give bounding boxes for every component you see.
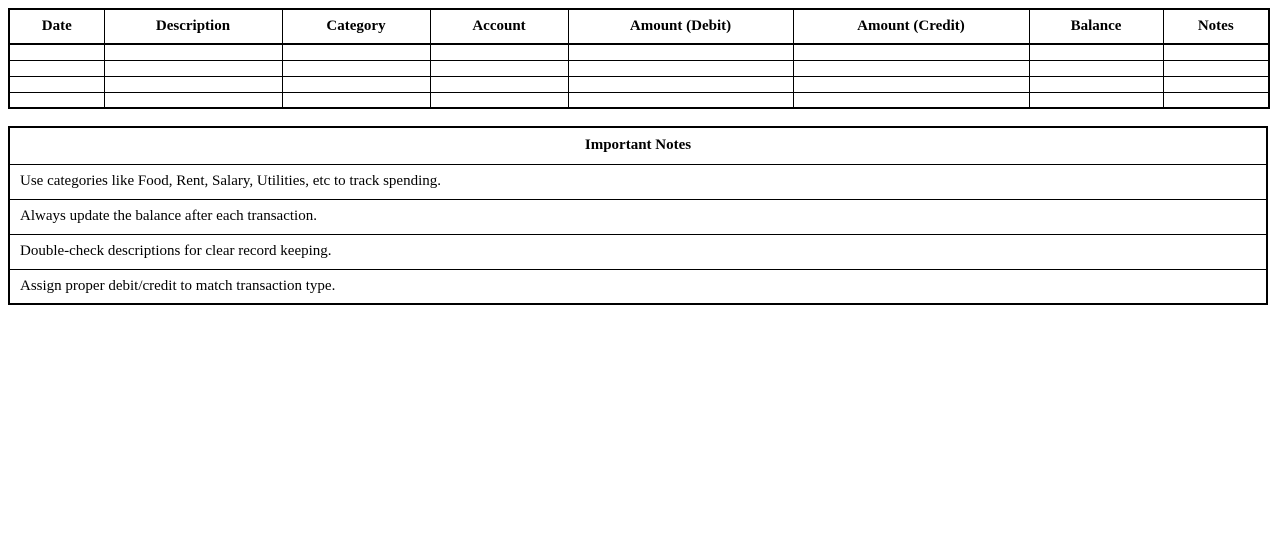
ledger-cell[interactable] (1029, 92, 1163, 108)
note-item: Assign proper debit/credit to match transaction type. (9, 269, 1267, 304)
table-row (9, 164, 1267, 199)
table-row (9, 269, 1267, 304)
ledger-cell[interactable] (282, 76, 430, 92)
ledger-cell[interactable] (568, 92, 793, 108)
table-row (9, 234, 1267, 269)
ledger-header-category: Category (282, 9, 430, 44)
notes-header-row (9, 127, 1267, 164)
table-row (9, 199, 1267, 234)
ledger-cell[interactable] (1163, 92, 1269, 108)
ledger-cell[interactable] (568, 76, 793, 92)
ledger-cell[interactable] (104, 76, 282, 92)
ledger-cell[interactable] (1163, 76, 1269, 92)
ledger-cell[interactable] (9, 92, 104, 108)
table-row (9, 92, 1269, 108)
ledger-header-amount-debit: Amount (Debit) (568, 9, 793, 44)
notes-table-title: Important Notes (9, 127, 1267, 164)
ledger-cell[interactable] (1029, 60, 1163, 76)
ledger-cell[interactable] (430, 76, 568, 92)
ledger-cell[interactable] (282, 92, 430, 108)
ledger-cell[interactable] (104, 44, 282, 60)
ledger-header-balance: Balance (1029, 9, 1163, 44)
ledger-table (8, 8, 1270, 109)
ledger-header-account: Account (430, 9, 568, 44)
ledger-cell[interactable] (104, 92, 282, 108)
ledger-cell[interactable] (793, 76, 1029, 92)
ledger-cell[interactable] (568, 44, 793, 60)
ledger-header-amount-credit: Amount (Credit) (793, 9, 1029, 44)
note-item: Use categories like Food, Rent, Salary, Utilities, etc to track spending. (9, 164, 1267, 199)
ledger-cell[interactable] (1163, 60, 1269, 76)
ledger-header-date: Date (9, 9, 104, 44)
ledger-cell[interactable] (430, 44, 568, 60)
ledger-cell[interactable] (793, 44, 1029, 60)
ledger-cell[interactable] (9, 44, 104, 60)
ledger-header-row (9, 9, 1269, 44)
table-row (9, 44, 1269, 60)
ledger-cell[interactable] (282, 60, 430, 76)
ledger-cell[interactable] (1163, 44, 1269, 60)
ledger-cell[interactable] (430, 92, 568, 108)
ledger-cell[interactable] (568, 60, 793, 76)
ledger-cell[interactable] (282, 44, 430, 60)
ledger-header-description: Description (104, 9, 282, 44)
table-row (9, 60, 1269, 76)
table-row (9, 76, 1269, 92)
ledger-header-notes: Notes (1163, 9, 1269, 44)
note-item: Double-check descriptions for clear record keeping. (9, 234, 1267, 269)
ledger-cell[interactable] (1029, 44, 1163, 60)
ledger-cell[interactable] (793, 92, 1029, 108)
ledger-cell[interactable] (9, 76, 104, 92)
important-notes-table (8, 126, 1268, 305)
ledger-cell[interactable] (9, 60, 104, 76)
note-item: Always update the balance after each transaction. (9, 199, 1267, 234)
ledger-cell[interactable] (1029, 76, 1163, 92)
ledger-cell[interactable] (430, 60, 568, 76)
ledger-cell[interactable] (793, 60, 1029, 76)
ledger-cell[interactable] (104, 60, 282, 76)
